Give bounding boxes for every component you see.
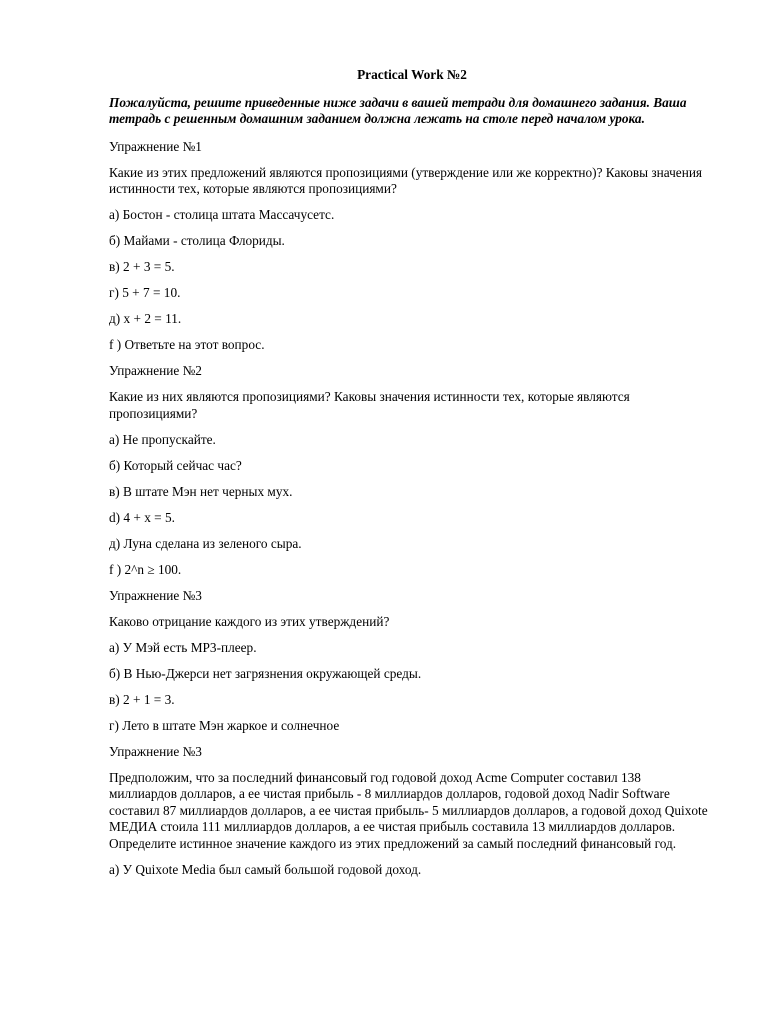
exercise-1-item-e: д) x + 2 = 11.: [109, 311, 182, 326]
exercise-3-item-b: б) В Нью-Джерси нет загрязнения окружающей среды.: [109, 665, 422, 681]
exercise-1-heading: Упражнение №1: [109, 138, 202, 154]
exercise-3-item-a: а) У Мэй есть MP3-плеер.: [109, 639, 257, 655]
exercise-2-item-b: б) Который сейчас час?: [109, 457, 242, 473]
exercise-2-item-d: d) 4 + x = 5.: [109, 509, 175, 525]
exercise-3-heading: Упражнение №3: [109, 587, 202, 603]
page-title: Practical Work №2: [357, 67, 467, 82]
exercise-1-item-d: г) 5 + 7 = 10.: [109, 285, 181, 300]
exercise-1-question: Какие из этих предложений являются пропозициями (утверждение или же корректно)? Каковы значения истинности тех, которые являются пропозициями?: [109, 164, 703, 196]
exercise-1-item-c: в) 2 + 3 = 5.: [109, 259, 175, 274]
exercise-2-item-e: д) Луна сделана из зеленого сыра.: [109, 535, 302, 551]
exercise-4-question: Предположим, что за последний финансовый год годовой доход Acme Computer составил 138 миллиардов долларов, а ее чистая прибыль - 8 миллиардов долларов, годовой доход Nadir Software составил 87 миллиардов долларов, а ее чистая прибыль- 5 миллиардов долларов, а годовой доход Quixote МЕДИА стоила 111 миллиардов долларов, а ее чистая прибыль составила 13 миллиардов долларов. Определите истинное значение каждого из этих предложений за самый последний финансовый год.: [109, 769, 708, 851]
exercise-1-item-b: б) Майами - столица Флориды.: [109, 233, 285, 248]
homework-instructions: Пожалуйста, решите приведенные ниже задачи в вашей тетради для домашнего задания. Ваша тетрадь с решенным домашним заданием должна лежать на столе перед началом урока.: [109, 94, 687, 126]
exercise-2-heading: Упражнение №2: [109, 363, 202, 378]
exercise-4-heading: Упражнение №3: [109, 743, 202, 759]
exercise-1-item-a: а) Бостон - столица штата Массачусетс.: [109, 207, 335, 222]
exercise-2-item-a: а) Не пропускайте.: [109, 431, 216, 447]
exercise-3-question: Каково отрицание каждого из этих утверждений?: [109, 613, 390, 629]
exercise-2-item-c: в) В штате Мэн нет черных мух.: [109, 483, 293, 499]
exercise-4-item-a: а) У Quixote Media был самый большой годовой доход.: [109, 861, 422, 877]
exercise-2-question: Какие из них являются пропозициями? Каковы значения истинности тех, которые являются пропозициями?: [109, 389, 630, 421]
exercise-2-item-f: f ) 2^n ≥ 100.: [109, 561, 182, 577]
document-page: [109, 67, 709, 888]
exercise-1-item-f: f ) Ответьте на этот вопрос.: [109, 337, 265, 352]
exercise-3-item-d: г) Лето в штате Мэн жаркое и солнечное: [109, 717, 340, 733]
exercise-3-item-c: в) 2 + 1 = 3.: [109, 691, 175, 707]
